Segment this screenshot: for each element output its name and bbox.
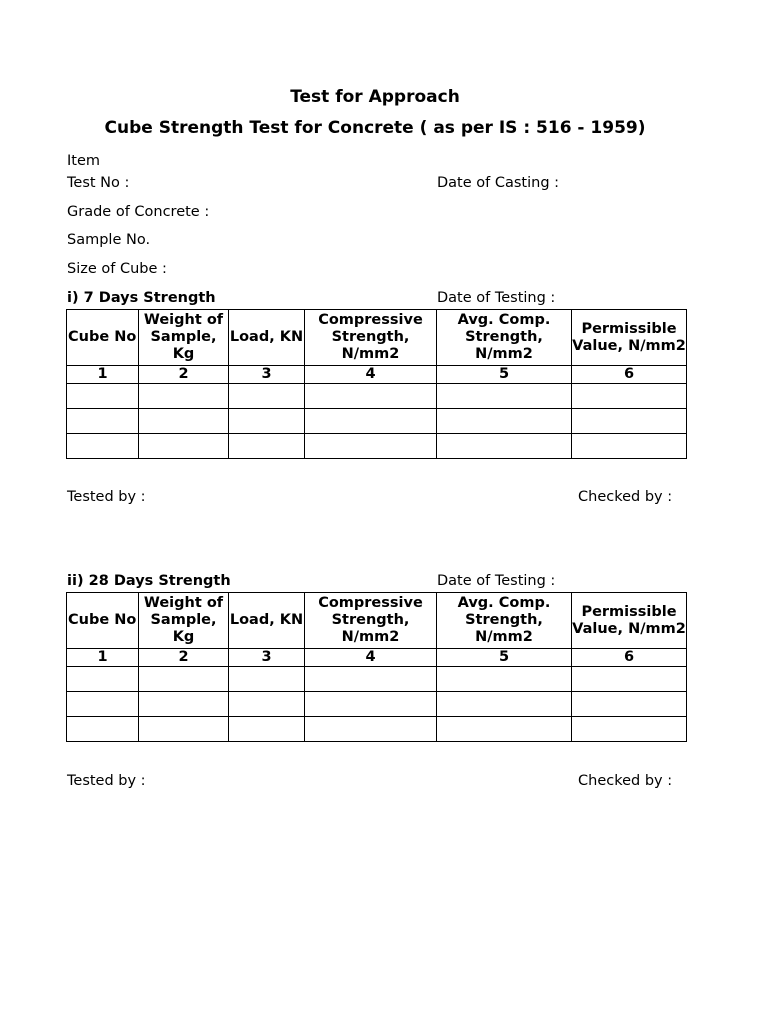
column-number: 5 (437, 649, 572, 667)
table-row (67, 692, 687, 717)
column-number-row (67, 366, 687, 384)
column-header: Load, KN (229, 593, 305, 649)
page-title: Test for Approach (290, 87, 460, 107)
column-header: Permissible Value, N/mm2 (572, 310, 687, 366)
table-row (67, 717, 687, 742)
date-of-casting-label: Date of Casting : (437, 175, 560, 191)
column-number: 2 (139, 649, 229, 667)
table-cell (572, 409, 687, 434)
table-cell (572, 667, 687, 692)
table-cell (437, 717, 572, 742)
table-cell (139, 717, 229, 742)
table-cell (305, 434, 437, 459)
sample-no-label: Sample No. (67, 232, 151, 248)
table-row (67, 434, 687, 459)
column-number: 3 (229, 649, 305, 667)
size-of-cube-label: Size of Cube : (67, 261, 167, 277)
date-of-testing-label: Date of Testing : (437, 290, 556, 306)
checked-by-label: Checked by : (578, 489, 673, 505)
table-header-row (67, 593, 687, 649)
table-header-row (67, 310, 687, 366)
table-cell (67, 667, 139, 692)
tested-by-label: Tested by : (67, 489, 146, 505)
table-cell (139, 384, 229, 409)
column-header: Compressive Strength, N/mm2 (305, 310, 437, 366)
strength-table (66, 309, 687, 459)
grade-of-concrete-label: Grade of Concrete : (67, 204, 210, 220)
column-number: 6 (572, 649, 687, 667)
table-cell (67, 692, 139, 717)
table-cell (229, 384, 305, 409)
table-cell (139, 434, 229, 459)
table-cell (437, 384, 572, 409)
table-cell (67, 717, 139, 742)
table-cell (139, 692, 229, 717)
column-number: 1 (67, 649, 139, 667)
column-number: 4 (305, 649, 437, 667)
table-cell (229, 717, 305, 742)
table-cell (229, 692, 305, 717)
table-cell (305, 409, 437, 434)
section-heading: ii) 28 Days Strength (67, 573, 231, 589)
column-header: Cube No (67, 310, 139, 366)
checked-by-label: Checked by : (578, 773, 673, 789)
table-cell (305, 667, 437, 692)
column-number: 1 (67, 366, 139, 384)
table-cell (572, 692, 687, 717)
table-row (67, 667, 687, 692)
table-cell (229, 667, 305, 692)
table-row (67, 384, 687, 409)
item-label: Item (67, 153, 101, 169)
tested-by-label: Tested by : (67, 773, 146, 789)
table-cell (67, 409, 139, 434)
column-header: Load, KN (229, 310, 305, 366)
column-number: 2 (139, 366, 229, 384)
table-cell (305, 384, 437, 409)
table-cell (437, 409, 572, 434)
table-cell (437, 434, 572, 459)
column-header: Compressive Strength, N/mm2 (305, 593, 437, 649)
table-cell (67, 434, 139, 459)
column-number: 5 (437, 366, 572, 384)
page-subtitle: Cube Strength Test for Concrete ( as per IS : 516 - 1959) (104, 118, 646, 138)
table-cell (437, 667, 572, 692)
column-header: Avg. Comp. Strength, N/mm2 (437, 593, 572, 649)
table-cell (229, 409, 305, 434)
table-cell (229, 434, 305, 459)
table-cell (67, 384, 139, 409)
table-cell (139, 667, 229, 692)
table-cell (572, 384, 687, 409)
column-header: Avg. Comp. Strength, N/mm2 (437, 310, 572, 366)
table-cell (139, 409, 229, 434)
column-header: Cube No (67, 593, 139, 649)
table-cell (305, 717, 437, 742)
date-of-testing-label: Date of Testing : (437, 573, 556, 589)
column-number-row (67, 649, 687, 667)
column-number: 6 (572, 366, 687, 384)
table-row (67, 409, 687, 434)
test-no-label: Test No : (67, 175, 130, 191)
table-cell (572, 717, 687, 742)
column-header: Weight of Sample, Kg (139, 593, 229, 649)
table-cell (572, 434, 687, 459)
table-cell (305, 692, 437, 717)
table-cell (437, 692, 572, 717)
column-number: 4 (305, 366, 437, 384)
strength-table (66, 592, 687, 742)
column-number: 3 (229, 366, 305, 384)
column-header: Weight of Sample, Kg (139, 310, 229, 366)
section-heading: i) 7 Days Strength (67, 290, 216, 306)
column-header: Permissible Value, N/mm2 (572, 593, 687, 649)
